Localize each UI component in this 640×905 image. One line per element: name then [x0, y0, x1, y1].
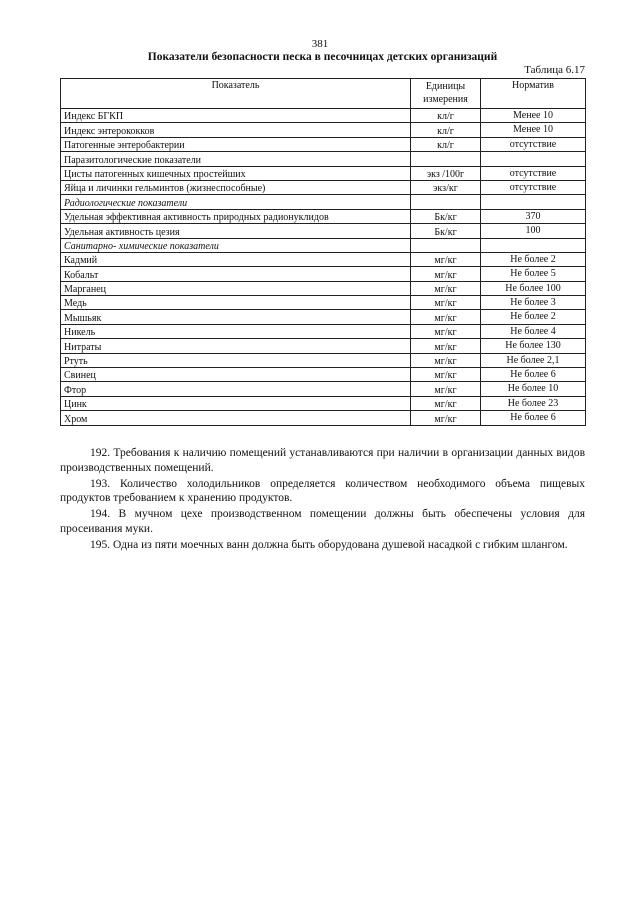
cell-indicator: Удельная активность цезия	[61, 224, 411, 238]
table-row	[61, 224, 586, 238]
cell-unit	[411, 195, 481, 209]
table-row	[61, 382, 586, 396]
cell-indicator: Паразитологические показатели	[61, 152, 411, 166]
sand-safety-table	[60, 78, 586, 426]
table-row	[61, 368, 586, 382]
cell-unit: мг/кг	[411, 396, 481, 410]
table-row	[61, 166, 586, 180]
cell-unit: мг/кг	[411, 411, 481, 425]
cell-unit: мг/кг	[411, 339, 481, 353]
cell-norm: Не более 10	[481, 382, 586, 396]
cell-norm: Не более 6	[481, 368, 586, 382]
cell-norm: Не более 4	[481, 324, 586, 338]
cell-norm: 100	[481, 224, 586, 238]
cell-unit	[411, 152, 481, 166]
table-row	[61, 180, 586, 194]
cell-norm: отсутствие	[481, 180, 586, 194]
cell-norm: Не более 2	[481, 310, 586, 324]
cell-unit: мг/кг	[411, 281, 481, 295]
cell-unit: экз /100г	[411, 166, 481, 180]
cell-indicator: Удельная эффективная активность природных радионуклидов	[61, 209, 411, 223]
header-units: Единицы измерения	[411, 79, 481, 109]
cell-norm: Менее 10	[481, 123, 586, 137]
cell-unit: мг/кг	[411, 382, 481, 396]
cell-indicator: Цисты патогенных кишечных простейших	[61, 166, 411, 180]
cell-unit: кл/г	[411, 123, 481, 137]
cell-indicator: Ртуть	[61, 353, 411, 367]
cell-unit: мг/кг	[411, 252, 481, 266]
table-row	[61, 123, 586, 137]
cell-norm: Не более 2,1	[481, 353, 586, 367]
cell-norm	[481, 238, 586, 252]
table-row	[61, 296, 586, 310]
table-row	[61, 353, 586, 367]
table-row	[61, 281, 586, 295]
cell-unit: кл/г	[411, 137, 481, 151]
cell-norm: Не более 2	[481, 252, 586, 266]
cell-norm	[481, 195, 586, 209]
cell-indicator: Индекс БГКП	[61, 109, 411, 123]
table-caption: Таблица 6.17	[524, 64, 585, 76]
cell-norm: 370	[481, 209, 586, 223]
table-row	[61, 109, 586, 123]
table-section-row	[61, 195, 586, 209]
body-text	[60, 446, 585, 554]
cell-indicator: Нитраты	[61, 339, 411, 353]
table-body	[61, 109, 586, 426]
table-row	[61, 267, 586, 281]
cell-indicator: Кобальт	[61, 267, 411, 281]
cell-unit: Бк/кг	[411, 209, 481, 223]
cell-unit	[411, 238, 481, 252]
table-header-row	[61, 79, 586, 109]
table-section-row	[61, 152, 586, 166]
cell-unit: мг/кг	[411, 324, 481, 338]
cell-indicator: Цинк	[61, 396, 411, 410]
cell-norm: Не более 3	[481, 296, 586, 310]
cell-indicator: Патогенные энтеробактерии	[61, 137, 411, 151]
cell-unit: мг/кг	[411, 353, 481, 367]
paragraph: 192. Требования к наличию помещений устанавливаются при наличии в организации данных видов производственных помещений.	[60, 447, 585, 474]
paragraph: 193. Количество холодильников определяется количеством необходимого объема пищевых продуктов требованием к хранению продуктов.	[60, 477, 585, 505]
header-indicator: Показатель	[61, 79, 411, 109]
cell-indicator: Фтор	[61, 382, 411, 396]
cell-norm: отсутствие	[481, 137, 586, 151]
cell-unit: мг/кг	[411, 368, 481, 382]
cell-norm: Не более 5	[481, 267, 586, 281]
table-title: Показатели безопасности песка в песочницах детских организаций	[147, 51, 498, 63]
cell-indicator: Медь	[61, 296, 411, 310]
cell-norm: Не более 130	[481, 339, 586, 353]
cell-indicator: Индекс энтерококков	[61, 123, 411, 137]
cell-norm: Не более 23	[481, 396, 586, 410]
cell-indicator: Свинец	[61, 368, 411, 382]
cell-norm	[481, 152, 586, 166]
paragraph: 195. Одна из пяти моечных ванн должна быть оборудована душевой насадкой с гибким шлангом.	[90, 538, 568, 551]
cell-indicator: Мышьяк	[61, 310, 411, 324]
paragraph: 194. В мучном цехе производственном помещении должны быть обеспечены условия для просеивания муки.	[60, 508, 585, 535]
page-number: 381	[311, 38, 329, 50]
table-row	[61, 411, 586, 425]
table-section-row	[61, 238, 586, 252]
table-row	[61, 310, 586, 324]
cell-unit: кл/г	[411, 109, 481, 123]
table-row	[61, 252, 586, 266]
cell-indicator: Марганец	[61, 281, 411, 295]
cell-unit: экз/кг	[411, 180, 481, 194]
table-row	[61, 209, 586, 223]
cell-indicator: Санитарно- химические показатели	[61, 238, 411, 252]
cell-indicator: Никель	[61, 324, 411, 338]
table-row	[61, 324, 586, 338]
cell-norm: Не более 100	[481, 281, 586, 295]
cell-unit: мг/кг	[411, 296, 481, 310]
cell-indicator: Кадмий	[61, 252, 411, 266]
cell-unit: Бк/кг	[411, 224, 481, 238]
cell-unit: мг/кг	[411, 310, 481, 324]
table-row	[61, 339, 586, 353]
table-row	[61, 396, 586, 410]
header-norm: Норматив	[481, 79, 586, 109]
table-row	[61, 137, 586, 151]
cell-norm: Не более 6	[481, 411, 586, 425]
cell-norm: Менее 10	[481, 109, 586, 123]
cell-unit: мг/кг	[411, 267, 481, 281]
cell-indicator: Радиологические показатели	[61, 195, 411, 209]
cell-norm: отсутствие	[481, 166, 586, 180]
cell-indicator: Яйца и личинки гельминтов (жизнеспособные)	[61, 180, 411, 194]
cell-indicator: Хром	[61, 411, 411, 425]
